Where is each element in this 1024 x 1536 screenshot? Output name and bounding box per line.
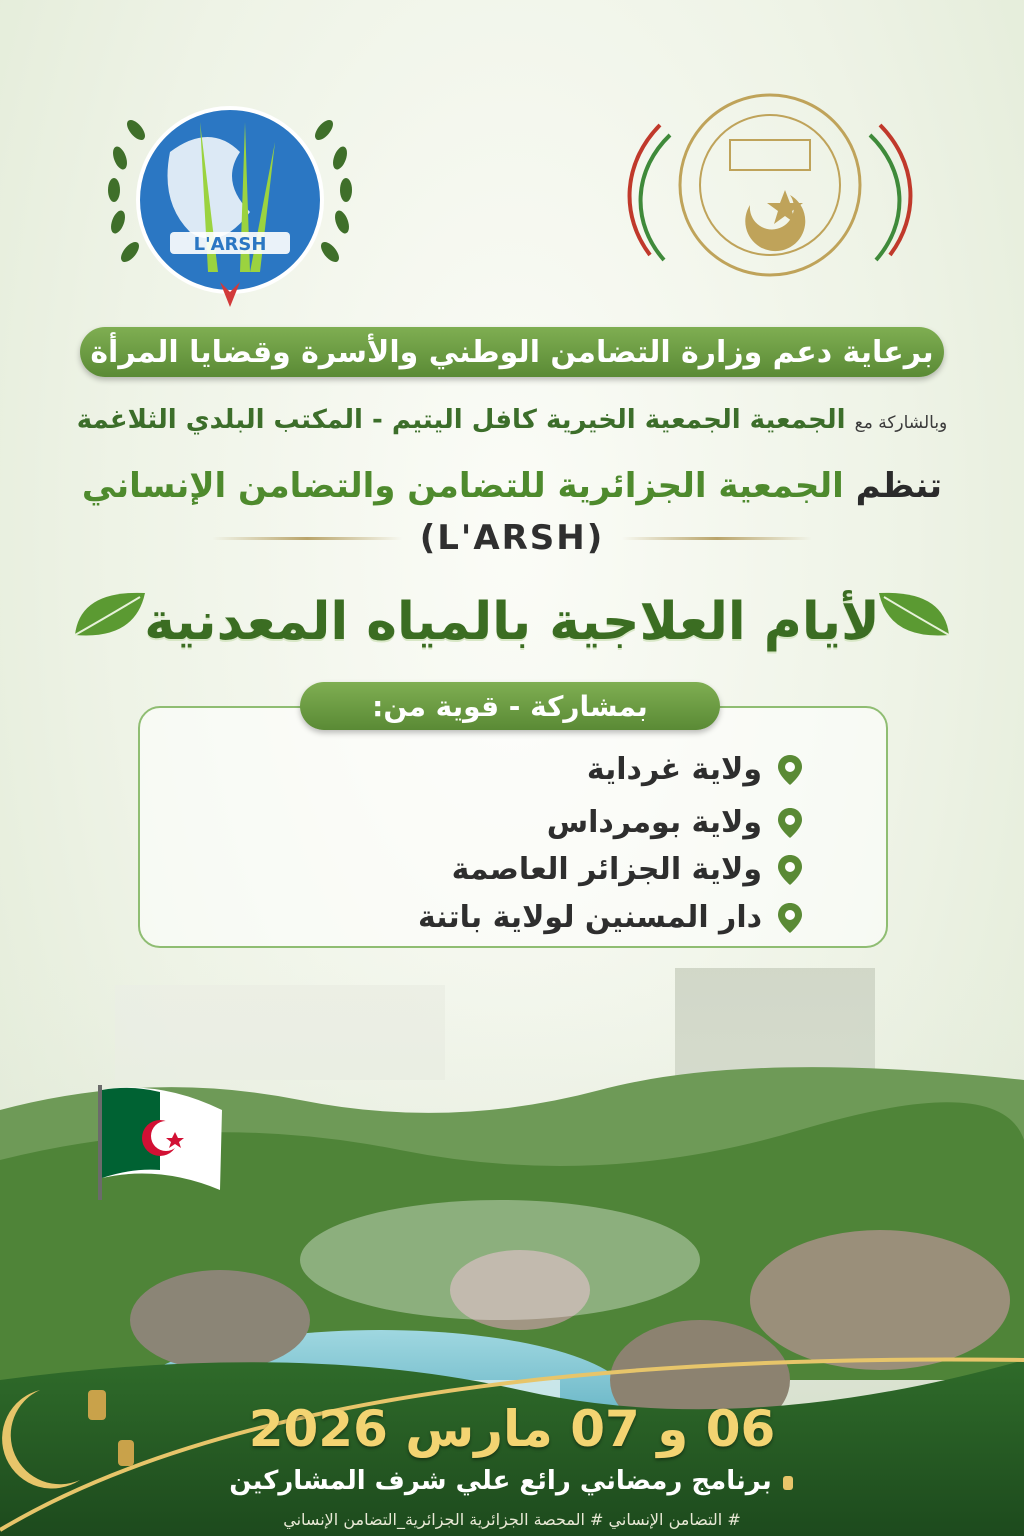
divider xyxy=(622,537,812,540)
acronym-row xyxy=(0,518,1024,558)
list-item xyxy=(418,900,802,935)
event-date: 06 و 07 مارس 2026 xyxy=(248,1400,776,1458)
event-title: لأيام العلاجية بالمياه المعدنية xyxy=(144,592,880,652)
divider xyxy=(212,537,402,540)
participation-text: بمشاركة - قوية من: xyxy=(372,689,648,723)
location-label: ولاية الجزائر العاصمة xyxy=(451,852,762,887)
organizer-verb: تنظم xyxy=(855,466,943,506)
list-item xyxy=(452,852,802,887)
organizer-acronym: (L'ARSH) xyxy=(419,518,605,558)
sponsorship-text: برعاية دعم وزارة التضامن الوطني والأسرة وقضايا المرأة xyxy=(90,334,934,370)
location-pin-icon xyxy=(778,808,802,838)
program-label: برنامج رمضاني رائع علي شرف المشاركين xyxy=(229,1466,772,1496)
algerian-flag-icon xyxy=(102,1088,222,1191)
list-item xyxy=(587,752,802,787)
hashtags: # التضامن الإنساني # المحصة الجزائرية الجزائرية_التضامن الإنساني xyxy=(283,1510,741,1529)
partners-line xyxy=(0,405,1024,435)
location-pin-icon xyxy=(778,755,802,785)
state-seal-icon xyxy=(620,55,920,295)
partners-text: الجمعية الجمعية الخيرية كافل اليتيم - المكتب البلدي الثلاغمة xyxy=(76,405,846,435)
program-text xyxy=(0,1466,1024,1496)
logo-left-caption: L'ARSH xyxy=(193,234,267,255)
organizer-line xyxy=(0,466,1024,506)
laurel-wreath-icon xyxy=(100,82,360,312)
list-item xyxy=(547,805,802,840)
lantern-icon xyxy=(781,1472,795,1492)
location-pin-icon xyxy=(778,903,802,933)
partners-prefix: وبالشاركة مع xyxy=(854,413,948,433)
location-pin-icon xyxy=(778,855,802,885)
location-label: دار المسنين لولاية باتنة xyxy=(417,900,762,935)
organizer-name: الجمعية الجزائرية للتضامن والتضامن الإنساني xyxy=(81,466,844,506)
location-label: ولاية بومرداس xyxy=(546,805,762,840)
participation-badge xyxy=(300,682,720,730)
sponsorship-banner xyxy=(80,327,944,377)
location-label: ولاية غرداية xyxy=(586,752,762,787)
